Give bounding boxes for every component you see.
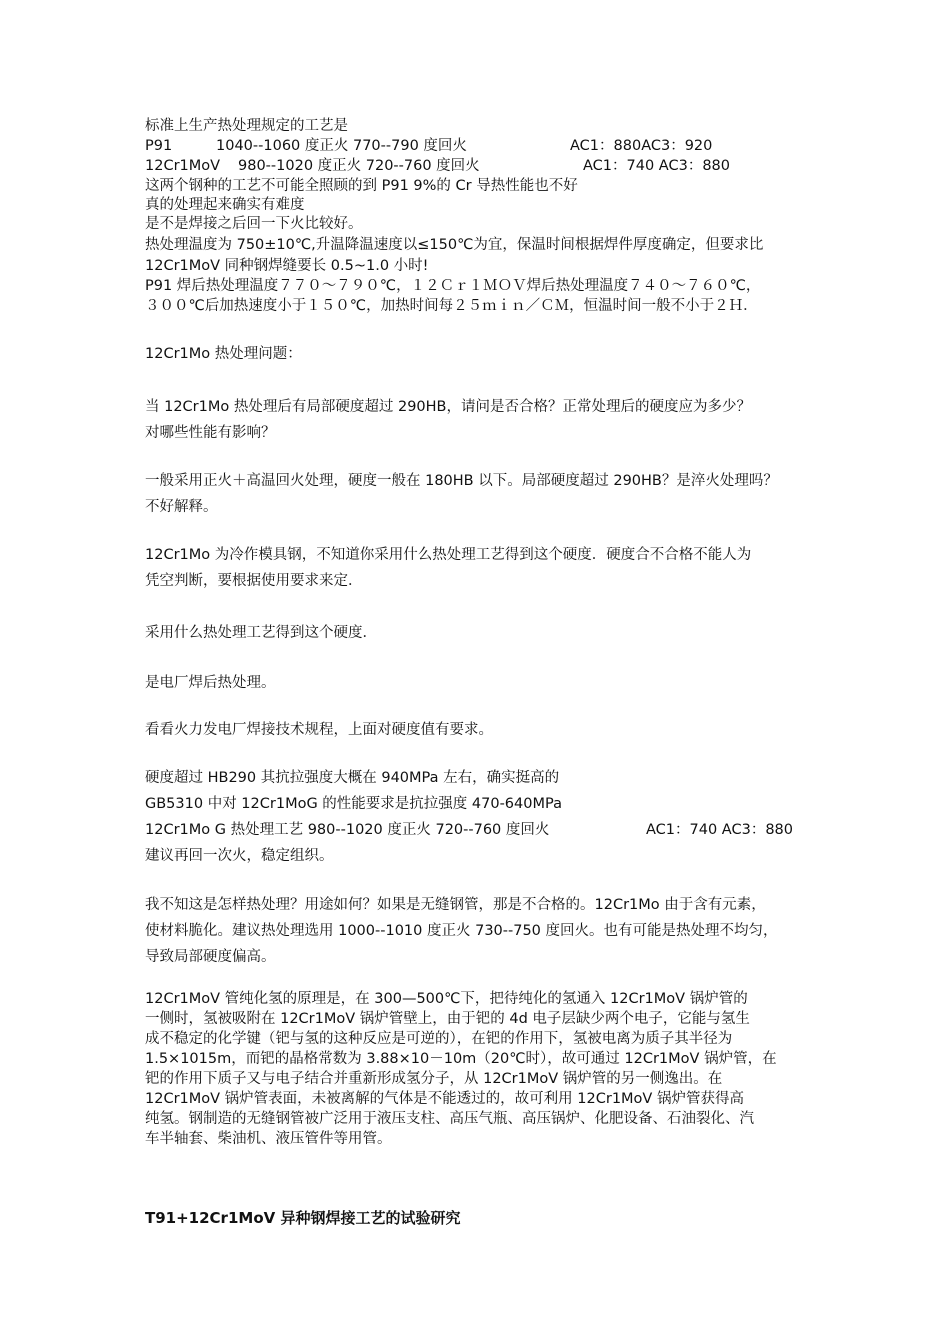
12cr1mov-process: 980--1020 度正火 720--760 度回火 bbox=[238, 158, 480, 174]
section-heading: 12Cr1Mo 热处理问题： bbox=[145, 346, 302, 362]
text-line: 建议再回一次火，稳定组织。 bbox=[145, 848, 334, 864]
text-line: 采用什么热处理工艺得到这个硬度． bbox=[145, 625, 377, 641]
text-line: 真的处理起来确实有难度 bbox=[145, 197, 305, 213]
text-line: 当 12Cr1Mo 热处理后有局部硬度超过 290HB，请问是否合格？正常处理后的硬度应为多少？ bbox=[145, 399, 751, 415]
text-line: 使材料脆化。建议热处理选用 1000--1010 度正火 730--750 度回火。也有可能是热处理不均匀， bbox=[145, 923, 778, 939]
12cr1mov-ac-values: AC1：740 AC3：880 bbox=[583, 158, 730, 174]
text-line: P91 焊后热处理温度７７０～７９０℃，１２Ｃｒ１ＭＯＶ焊后热处理温度７４０～７６０℃， bbox=[145, 278, 761, 294]
text-line: 标准上生产热处理规定的工艺是 bbox=[145, 118, 348, 134]
steel-grade-p91: P91 bbox=[145, 138, 173, 154]
p91-process: 1040--1060 度正火 770--790 度回火 bbox=[216, 138, 467, 154]
p91-ac-values: AC1：880AC3：920 bbox=[570, 138, 713, 154]
text-line: 纯氢。钢制造的无缝钢管被广泛用于液压支柱、高压气瓶、高压锅炉、化肥设备、石油裂化、汽 bbox=[145, 1111, 754, 1127]
text-line: 不好解释。 bbox=[145, 499, 218, 515]
text-line: 硬度超过 HB290 其抗拉强度大概在 940MPa 左右，确实挺高的 bbox=[145, 770, 560, 786]
text-line: 我不知这是怎样热处理？用途如何？如果是无缝钢管，那是不合格的。12Cr1Mo 由于含有元素， bbox=[145, 897, 766, 913]
text-line: 成不稳定的化学键（钯与氢的这种反应是可逆的），在钯的作用下，氢被电离为质子其半径为 bbox=[145, 1031, 733, 1047]
steel-grade-12cr1mov: 12Cr1MoV bbox=[145, 158, 221, 174]
text-line: 是电厂焊后热处理。 bbox=[145, 675, 276, 691]
text-line: 一般采用正火＋高温回火处理，硬度一般在 180HB 以下。局部硬度超过 290HB？是淬火处理吗？ bbox=[145, 473, 778, 489]
text-line: 1.5×1015m，而钯的晶格常数为 3.88×10－10m（20℃时），故可通过 12Cr1MoV 锅炉管，在 bbox=[145, 1051, 777, 1067]
text-line: 是不是焊接之后回一下火比较好。 bbox=[145, 216, 363, 232]
text-line: 对哪些性能有影响？ bbox=[145, 425, 276, 441]
text-line: 车半轴套、柴油机、液压管件等用管。 bbox=[145, 1131, 392, 1147]
text-line: 看看火力发电厂焊接技术规程，上面对硬度值有要求。 bbox=[145, 722, 493, 738]
12cr1mog-process: 12Cr1Mo G 热处理工艺 980--1020 度正火 720--760 度回火 bbox=[145, 822, 550, 838]
text-line: 12Cr1MoV 管纯化氢的原理是，在 300—500℃下，把待纯化的氢通入 12Cr1MoV 锅炉管的 bbox=[145, 991, 748, 1007]
text-line: 凭空判断，要根据使用要求来定． bbox=[145, 573, 363, 589]
text-line: 12Cr1Mo 为冷作模具钢，不知道你采用什么热处理工艺得到这个硬度．硬度合不合格不能人为 bbox=[145, 547, 752, 563]
text-line: 这两个钢种的工艺不可能全照顾的到 P91 9%的 Cr 导热性能也不好 bbox=[145, 178, 578, 194]
text-line: 12Cr1MoV 锅炉管表面，未被离解的气体是不能透过的，故可利用 12Cr1MoV 锅炉管获得高 bbox=[145, 1091, 744, 1107]
text-line: GB5310 中对 12Cr1MoG 的性能要求是抗拉强度 470-640MPa bbox=[145, 796, 562, 812]
text-line: ３００℃后加热速度小于１５０℃，加热时间每２５ｍｉｎ／ＣＭ，恒温时间一般不小于２Ｈ． bbox=[145, 298, 758, 314]
article-title: T91+12Cr1MoV 异种钢焊接工艺的试验研究 bbox=[145, 1209, 461, 1227]
text-line: 12Cr1MoV 同种钢焊缝要长 0.5~1.0 小时! bbox=[145, 258, 429, 274]
text-line: 钯的作用下质子又与电子结合并重新形成氢分子，从 12Cr1MoV 锅炉管的另一侧逸出。在 bbox=[145, 1071, 723, 1087]
text-line: 导致局部硬度偏高。 bbox=[145, 949, 276, 965]
12cr1mog-ac-values: AC1：740 AC3：880 bbox=[646, 822, 793, 838]
text-line: 一侧时，氢被吸附在 12Cr1MoV 锅炉管壁上，由于钯的 4d 电子层缺少两个电子，它能与氢生 bbox=[145, 1011, 750, 1027]
text-line: 热处理温度为 750±10℃,升温降温速度以≤150℃为宜，保温时间根据焊件厚度确定，但要求比 bbox=[145, 237, 764, 253]
